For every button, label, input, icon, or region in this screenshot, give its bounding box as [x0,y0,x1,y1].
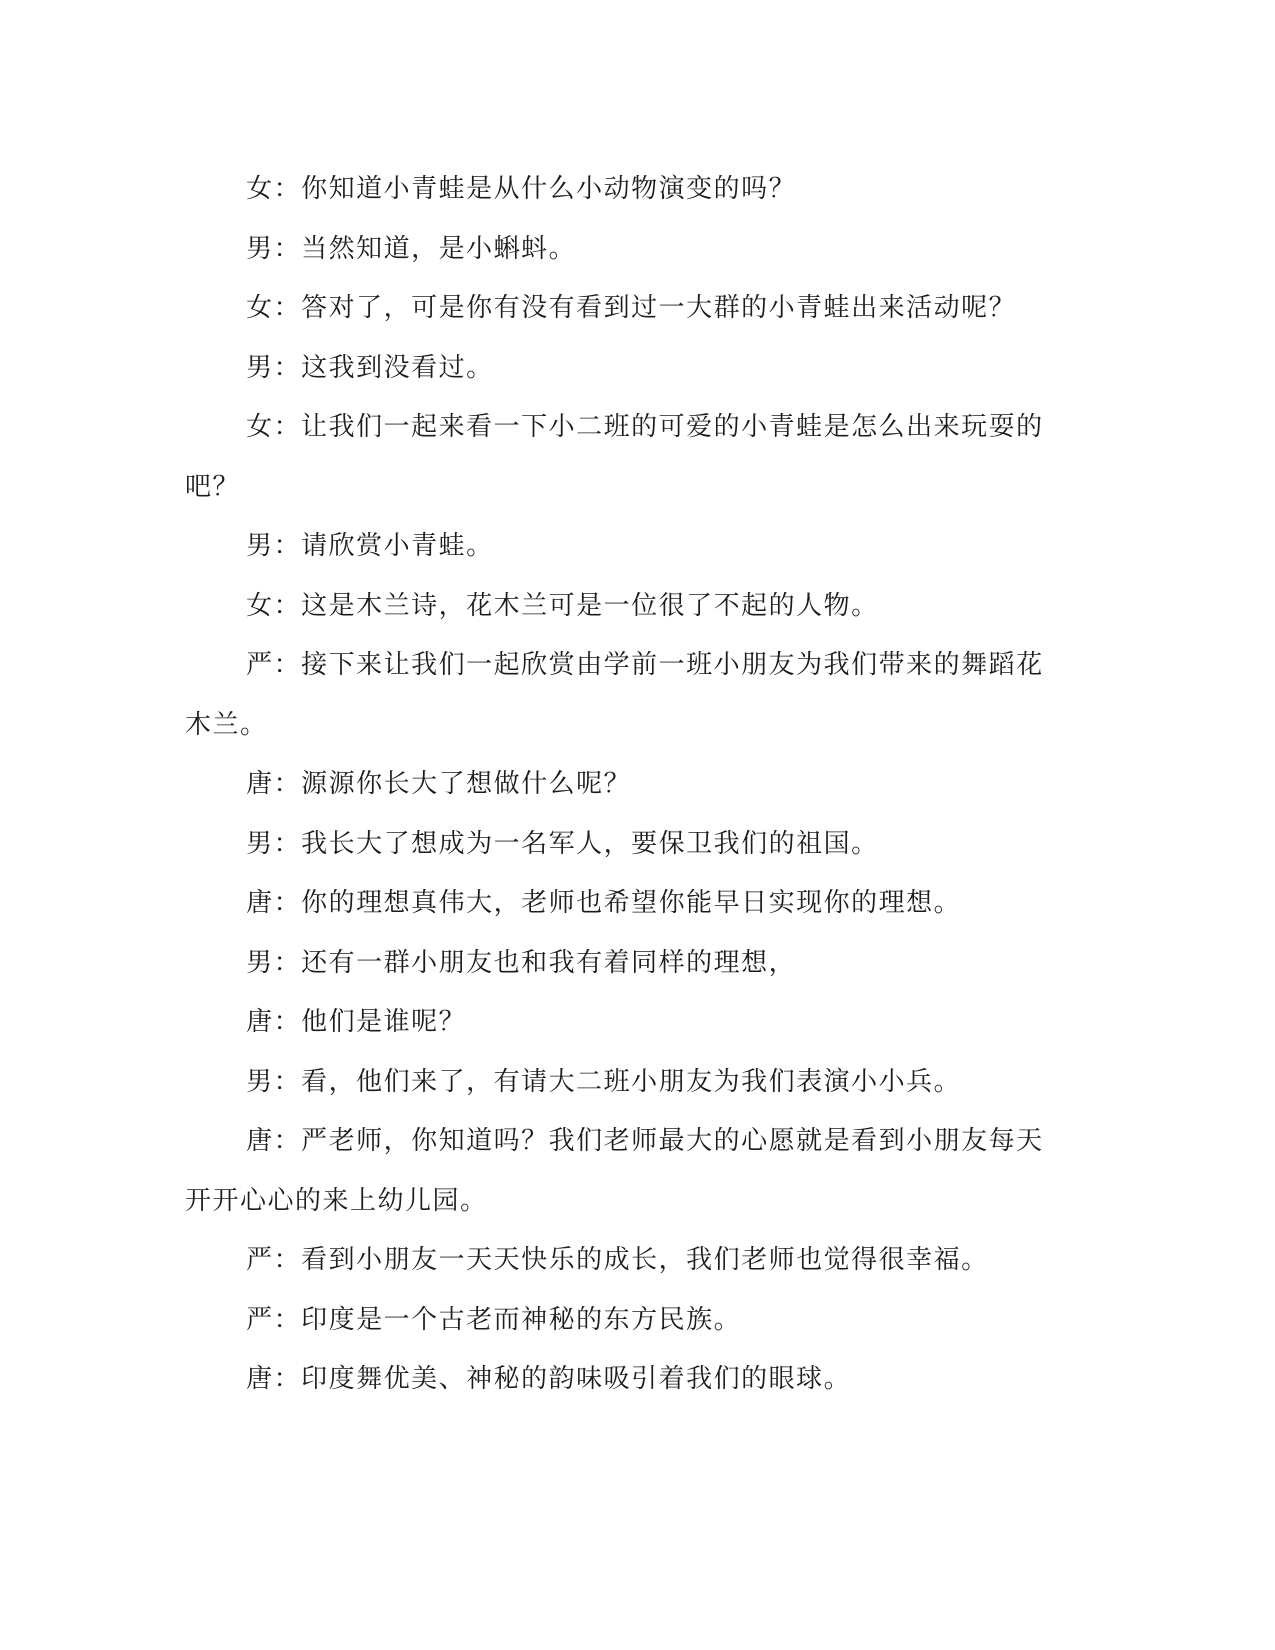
dialogue-line: 唐：源源你长大了想做什么呢？ [246,769,632,799]
document-body [185,160,1065,1410]
dialogue-line: 严：印度是一个古老而神秘的东方民族。 [246,1304,742,1335]
dialogue-line: 唐：他们是谁呢？ [246,1007,467,1037]
dialogue-line: 严：接下来让我们一起欣赏由学前一班小朋友为我们带来的舞蹈花木兰。 [185,650,1044,740]
dialogue-line: 男：当然知道，是小蝌蚪。 [246,233,577,264]
dialogue-line: 女：让我们一起来看一下小二班的可爱的小青蛙是怎么出来玩耍的吧？ [185,412,1044,502]
dialogue-line: 男：请欣赏小青蛙。 [246,531,494,561]
dialogue-line: 女：答对了，可是你有没有看到过一大群的小青蛙出来活动呢？ [246,293,1017,323]
dialogue-line: 唐：印度舞优美、神秘的韵味吸引着我们的眼球。 [246,1364,852,1394]
dialogue-line: 女：你知道小青蛙是从什么小动物演变的吗？ [246,174,797,204]
dialogue-line: 唐：你的理想真伟大，老师也希望你能早日实现你的理想。 [246,888,962,918]
dialogue-line: 男：看，他们来了，有请大二班小朋友为我们表演小小兵。 [246,1066,962,1097]
dialogue-line: 严：看到小朋友一天天快乐的成长，我们老师也觉得很幸福。 [246,1245,989,1275]
dialogue-line: 女：这是木兰诗，花木兰可是一位很了不起的人物。 [246,590,879,621]
dialogue-line: 唐：严老师，你知道吗？我们老师最大的心愿就是看到小朋友每天开开心心的来上幼儿园。 [185,1126,1044,1216]
dialogue-line: 男：我长大了想成为一名军人，要保卫我们的祖国。 [246,828,879,859]
dialogue-line: 男：还有一群小朋友也和我有着同样的理想， [246,947,797,978]
dialogue-line: 男：这我到没看过。 [246,352,494,383]
